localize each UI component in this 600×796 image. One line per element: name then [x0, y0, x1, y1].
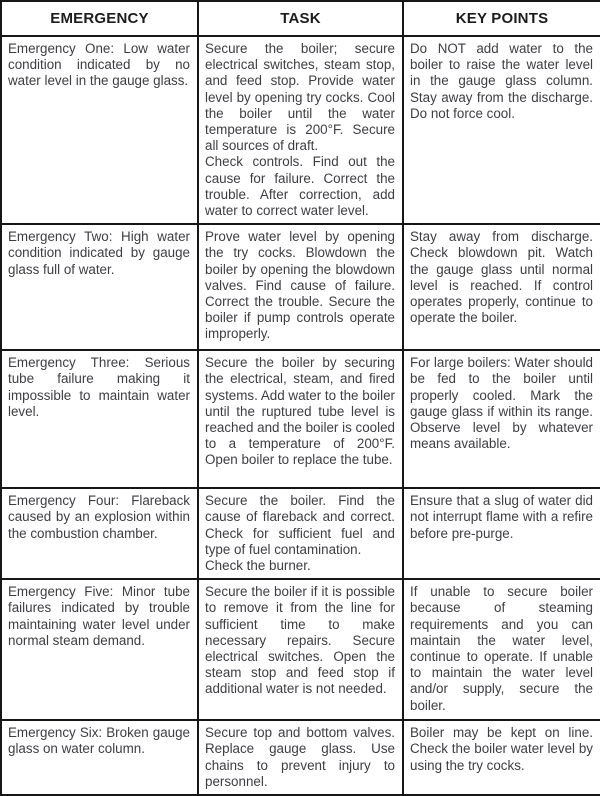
cell-task [198, 579, 403, 720]
table-row-emergency-five [1, 579, 600, 720]
column-header-emergency: EMERGENCY [1, 1, 198, 36]
cell-task [198, 488, 403, 579]
cell-paragraph: Emergency One: Low water condition indicated by no water level in the gauge glass. [8, 41, 190, 89]
cell-emergency [1, 720, 198, 795]
column-header-key-points: KEY POINTS [403, 1, 600, 36]
cell-task [198, 350, 403, 488]
table-row-emergency-six [1, 720, 600, 795]
cell-paragraph: Secure the boiler if it is possible to remove it from the line for sufficient time to make necessary repairs. Secure electrical switches. Open the steam stop and feed stop if additional water is not needed. [205, 584, 395, 697]
header-row [1, 1, 600, 36]
cell-emergency [1, 488, 198, 579]
cell-paragraph: Prove water level by opening the try cocks. Blowdown the boiler by opening the blowdown valves. Find cause of failure. Correct the trouble. Secure the boiler if pump controls operate improperly. [205, 229, 395, 342]
cell-paragraph: Do NOT add water to the boiler to raise the water level in the gauge glass column. Stay away from the discharge. Do not force cool. [410, 41, 593, 121]
table-row-emergency-two [1, 224, 600, 350]
cell-emergency [1, 224, 198, 350]
cell-paragraph: Emergency Six: Broken gauge glass on water column. [8, 725, 190, 757]
cell-key-points [403, 350, 600, 488]
cell-key-points [403, 224, 600, 350]
table-row-emergency-four [1, 488, 600, 579]
cell-paragraph: Emergency Three: Serious tube failure making it impossible to maintain water level. [8, 355, 190, 419]
cell-paragraph: Check the burner. [205, 558, 311, 574]
cell-emergency [1, 579, 198, 720]
cell-paragraph: Secure the boiler; secure electrical switches, steam stop, and feed stop. Provide water level by opening try cocks. Cool the boiler until the water temperature is 200°F. Secure all sources of draft. [205, 41, 395, 154]
cell-task [198, 224, 403, 350]
cell-paragraph: Secure the boiler by securing the electrical, steam, and fired systems. Add water to the boiler until the ruptured tube level is reached and the boiler is cooled to a temperature of 200°F. Open boiler to replace the tube. [205, 355, 395, 468]
cell-paragraph: Ensure that a slug of water did not interrupt flame with a refire before pre-purge. [410, 493, 593, 541]
cell-key-points [403, 488, 600, 579]
cell-paragraph: If unable to secure boiler because of steaming requirements and you can maintain the water level, continue to operate. If unable to maintain the water level and/or supply, secure the boiler. [410, 584, 593, 713]
cell-task [198, 36, 403, 224]
cell-paragraph: Emergency Four: Flareback caused by an explosion within the combustion chamber. [8, 493, 190, 541]
cell-key-points [403, 579, 600, 720]
cell-emergency [1, 350, 198, 488]
cell-task [198, 720, 403, 795]
cell-key-points [403, 36, 600, 224]
column-header-task: TASK [198, 1, 403, 36]
cell-paragraph: Emergency Two: High water condition indicated by gauge glass full of water. [8, 229, 190, 277]
cell-paragraph: Stay away from discharge. Check blowdown pit. Watch the gauge glass until normal level is reached. If control operates properly, continue to operate the boiler. [410, 229, 593, 326]
table-row-emergency-one [1, 36, 600, 224]
cell-paragraph: Secure top and bottom valves. Replace gauge glass. Use chains to prevent injury to personnel. [205, 725, 395, 789]
cell-emergency [1, 36, 198, 224]
cell-key-points [403, 720, 600, 795]
cell-paragraph: Boiler may be kept on line. Check the boiler water level by using the try cocks. [410, 725, 593, 773]
cell-paragraph: Secure the boiler. Find the cause of flareback and correct. Check for sufficient fuel and type of fuel contamination. [205, 493, 395, 557]
cell-paragraph: Check controls. Find out the cause for failure. Correct the trouble. After correction, add water to correct water level. [205, 154, 395, 219]
cell-paragraph: Emergency Five: Minor tube failures indicated by trouble maintaining water level under normal steam demand. [8, 584, 190, 648]
table-row-emergency-three [1, 350, 600, 488]
cell-paragraph: For large boilers: Water should be fed to the boiler until properly cooled. Mark the gauge glass if within its range. Observe level by whatever means available. [410, 355, 593, 452]
